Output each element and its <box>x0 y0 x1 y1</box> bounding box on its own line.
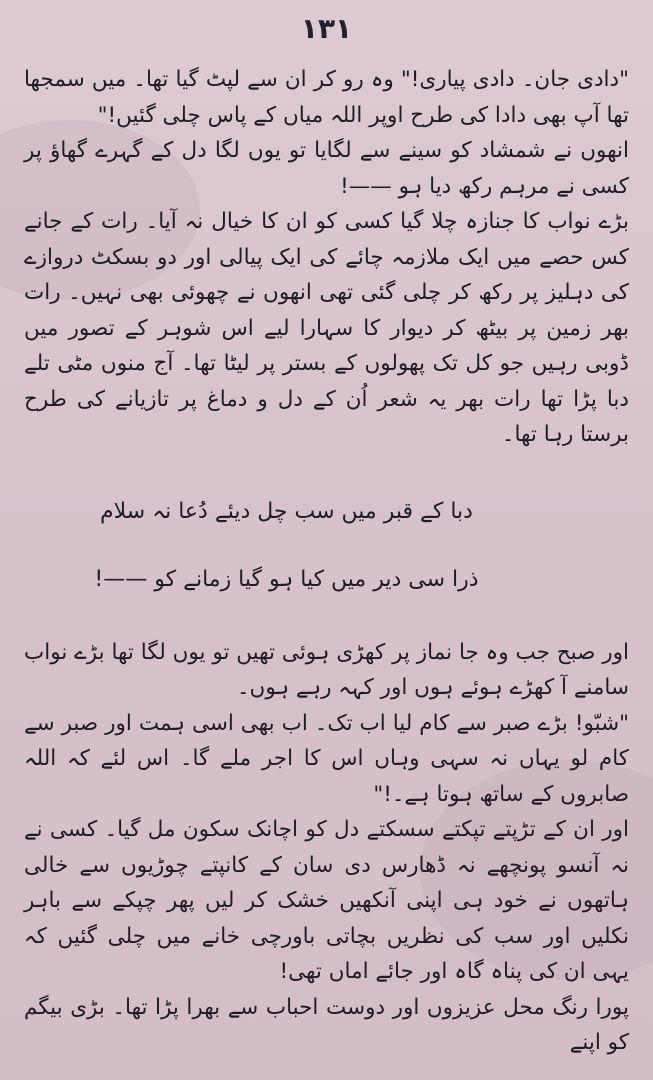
urdu-text-body <box>24 62 629 1072</box>
paragraph-solace: اور ان کے تڑپتے تپکتے سسکتے دل کو اچانک سکون مل گیا۔ کسی نے نہ آنسو پونچھے نہ ڈھارس دی سان کے کانپتے چوڑیوں سے خالی ہاتھوں نے خود ہی اپنی آنکھیں خشک کر لیں پھر چپکے سے باہر نکلیں اور سب کی نظریں بچاتی باورچی خانے میں چلی گئیں کہ یہی ان کی پناہ گاہ اور جائے اماں تھی! <box>24 817 629 984</box>
paragraph-embrace: انھوں نے شمشاد کو سینے سے لگایا تو یوں لگا دل کے گہرے گھاؤ پر کسی نے مرہم رکھ دیا ہو ——! <box>24 138 629 199</box>
paragraph-dialogue: "دادی جان۔ دادی پیاری!" وہ رو کر ان سے لپٹ گیا تھا۔ میں سمجھا تھا آپ بھی دادا کی طرح اوپر اللہ میاں کے پاس چلی گئیں!" <box>24 67 629 128</box>
paragraph-morning-prayer: اور صبح جب وہ جا نماز پر کھڑی ہوئی تھیں تو یوں لگا تھا بڑے نواب سامنے آ کھڑے ہوئے ہوں اور کہہ رہے ہوں۔ <box>24 639 629 700</box>
page-number: ۱۳۱ <box>300 12 353 45</box>
paragraph-rang-mahal: پورا رنگ محل عزیزوں اور دوست احباب سے بھرا پڑا تھا۔ بڑی بیگم کو اپنے <box>24 994 629 1055</box>
paragraph-funeral: بڑے نواب کا جنازہ چلا گیا کسی کو ان کا خیال نہ آیا۔ رات کے جانے کس حصے میں ایک ملازمہ چائے کی ایک پیالی اور دو بسکٹ دروازے کی دہلیز پر رکھ کر چلی گئی تھی انھوں نے چھوئی بھی نہیں۔ رات بھر زمین پر بیٹھ کر دیوار کا سہارا لیے اس شوہر کے تصور میں ڈوبی رہیں جو کل تک پھولوں کے بستر پر لیٹا تھا۔ آج منوں مٹی تلے دبا پڑا تھا رات بھر یہ شعر اُن کے دل و دماغ پر تازیانے کی طرح برستا رہا تھا۔ <box>24 209 629 447</box>
couplet-line-1: دبا کے قبر میں سب چل دیئے دُعا نہ سلام <box>100 498 473 524</box>
poetry-couplet <box>24 453 629 635</box>
couplet-line-2: ذرا سی دیر میں کیا ہو گیا زمانے کو ——! <box>94 566 479 592</box>
paragraph-patience-quote: "شبّو! بڑے صبر سے کام لیا اب تک۔ اب بھی اسی ہمت اور صبر سے کام لو یہاں نہ سہی وہاں اس کا اجر ملے گا۔ اس لئے کہ اللہ صابروں کے ساتھ ہوتا ہے۔!" <box>24 710 629 807</box>
